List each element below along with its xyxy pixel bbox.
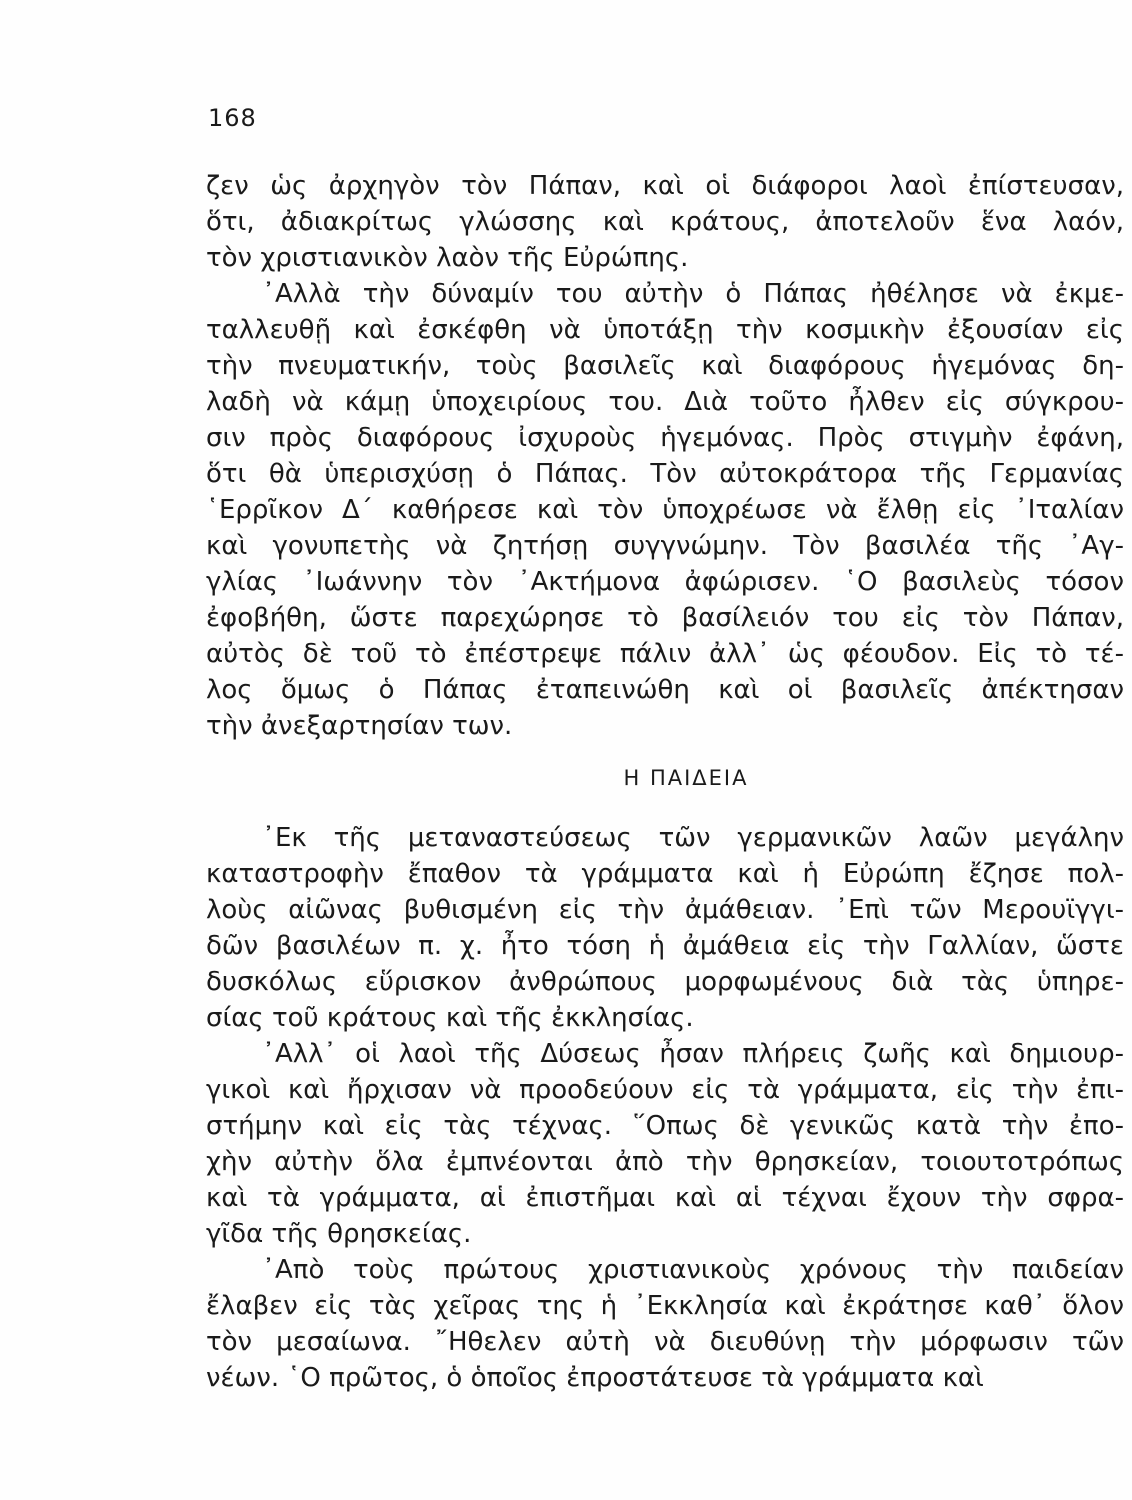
text-line: ᾿Εκ τῆς μεταναστεύσεως τῶν γερμανικῶν λαῶν μεγάλην (262, 823, 1124, 853)
page-number: 168 (208, 104, 257, 132)
text-line: ἐφοβήθη, ὥστε παρεχώρησε τὸ βασίλειόν του εἰς τὸν Πάπαν, (206, 603, 1124, 633)
text-line: ὅτι, ἀδιακρίτως γλώσσης καὶ κράτους, ἀποτελοῦν ἕνα λαόν, (206, 207, 1124, 237)
text-line: καταστροφὴν ἔπαθον τὰ γράμματα καὶ ἡ Εὐρώπη ἔζησε πολ- (206, 859, 1124, 889)
text-line: ὅτι θὰ ὑπερισχύσῃ ὁ Πάπας. Τὸν αὐτοκράτορα τῆς Γερμανίας (206, 459, 1124, 489)
text-line: γῖδα τῆς θρησκείας. (206, 1219, 472, 1249)
text-line: δῶν βασιλέων π. χ. ἦτο τόση ἡ ἀμάθεια εἰς τὴν Γαλλίαν, ὥστε (206, 931, 1124, 961)
text-after-heading (206, 820, 1124, 1396)
section-heading: Η ΠΑΙΔΕΙΑ (623, 766, 749, 790)
text-line: ᾿Αλλ᾿ οἱ λαοὶ τῆς Δύσεως ἦσαν πλήρεις ζωῆς καὶ δημιουρ- (262, 1039, 1124, 1069)
text-line: στήμην καὶ εἰς τὰς τέχνας. ῞Οπως δὲ γενικῶς κατὰ τὴν ἐπο- (206, 1111, 1124, 1141)
text-line: γλίας ᾿Ιωάννην τὸν ᾿Ακτήμονα ἀφώρισεν. ῾Ο βασιλεὺς τόσον (206, 567, 1124, 597)
text-line: σιν πρὸς διαφόρους ἰσχυροὺς ἡγεμόνας. Πρὸς στιγμὴν ἐφάνη, (206, 423, 1124, 453)
text-line: σίας τοῦ κράτους καὶ τῆς ἐκκλησίας. (206, 1003, 694, 1033)
text-line: λος ὅμως ὁ Πάπας ἐταπεινώθη καὶ οἱ βασιλεῖς ἀπέκτησαν (206, 675, 1124, 705)
text-line: καὶ τὰ γράμματα, αἱ ἐπιστῆμαι καὶ αἱ τέχναι ἔχουν τὴν σφρα- (206, 1183, 1124, 1213)
text-line: ῾Ερρῖκον Δ΄ καθήρεσε καὶ τὸν ὑποχρέωσε νὰ ἔλθῃ εἰς ᾿Ιταλίαν (206, 495, 1124, 525)
text-line: ζεν ὡς ἀρχηγὸν τὸν Πάπαν, καὶ οἱ διάφοροι λαοὶ ἐπίστευσαν, (206, 171, 1124, 201)
text-line: νέων. ῾Ο πρῶτος, ὁ ὁποῖος ἐπροστάτευσε τὰ γράμματα καὶ (206, 1363, 984, 1393)
text-line: χὴν αὐτὴν ὅλα ἐμπνέονται ἀπὸ τὴν θρησκείαν, τοιουτοτρόπως (206, 1147, 1124, 1177)
text-line: ᾿Απὸ τοὺς πρώτους χριστιανικοὺς χρόνους τὴν παιδείαν (262, 1255, 1124, 1285)
text-line: λοὺς αἰῶνας βυθισμένη εἰς τὴν ἀμάθειαν. ᾿Επὶ τῶν Μερουϊγγι- (206, 895, 1124, 925)
text-line: ᾿Αλλὰ τὴν δύναμίν του αὐτὴν ὁ Πάπας ἠθέλησε νὰ ἐκμε- (262, 279, 1124, 309)
text-line: τὴν πνευματικήν, τοὺς βασιλεῖς καὶ διαφόρους ἡγεμόνας δη- (206, 351, 1124, 381)
text-line: δυσκόλως εὕρισκον ἀνθρώπους μορφωμένους διὰ τὰς ὑπηρε- (206, 967, 1124, 997)
text-line: τὴν ἀνεξαρτησίαν των. (206, 711, 513, 741)
text-before-heading (206, 168, 1124, 744)
text-line: αὐτὸς δὲ τοῦ τὸ ἐπέστρεψε πάλιν ἀλλ᾿ ὡς φέουδον. Εἰς τὸ τέ- (206, 639, 1124, 669)
text-line: ταλλευθῇ καὶ ἐσκέφθη νὰ ὑποτάξῃ τὴν κοσμικὴν ἐξουσίαν εἰς (206, 315, 1124, 345)
text-line: ἔλαβεν εἰς τὰς χεῖρας της ἡ ᾿Εκκλησία καὶ ἐκράτησε καθ᾿ ὅλον (206, 1291, 1124, 1321)
text-line: τὸν χριστιανικὸν λαὸν τῆς Εὐρώπης. (206, 243, 689, 273)
text-line: λαδὴ νὰ κάμῃ ὑποχειρίους του. Διὰ τοῦτο ἦλθεν εἰς σύγκρου- (206, 387, 1124, 417)
text-line: γικοὶ καὶ ἤρχισαν νὰ προοδεύουν εἰς τὰ γράμματα, εἰς τὴν ἐπι- (206, 1075, 1124, 1105)
text-line: καὶ γονυπετὴς νὰ ζητήσῃ συγγνώμην. Τὸν βασιλέα τῆς ᾿Αγ- (206, 531, 1124, 561)
text-line: τὸν μεσαίωνα. ῎Ηθελεν αὐτὴ νὰ διευθύνῃ τὴν μόρφωσιν τῶν (206, 1327, 1124, 1357)
